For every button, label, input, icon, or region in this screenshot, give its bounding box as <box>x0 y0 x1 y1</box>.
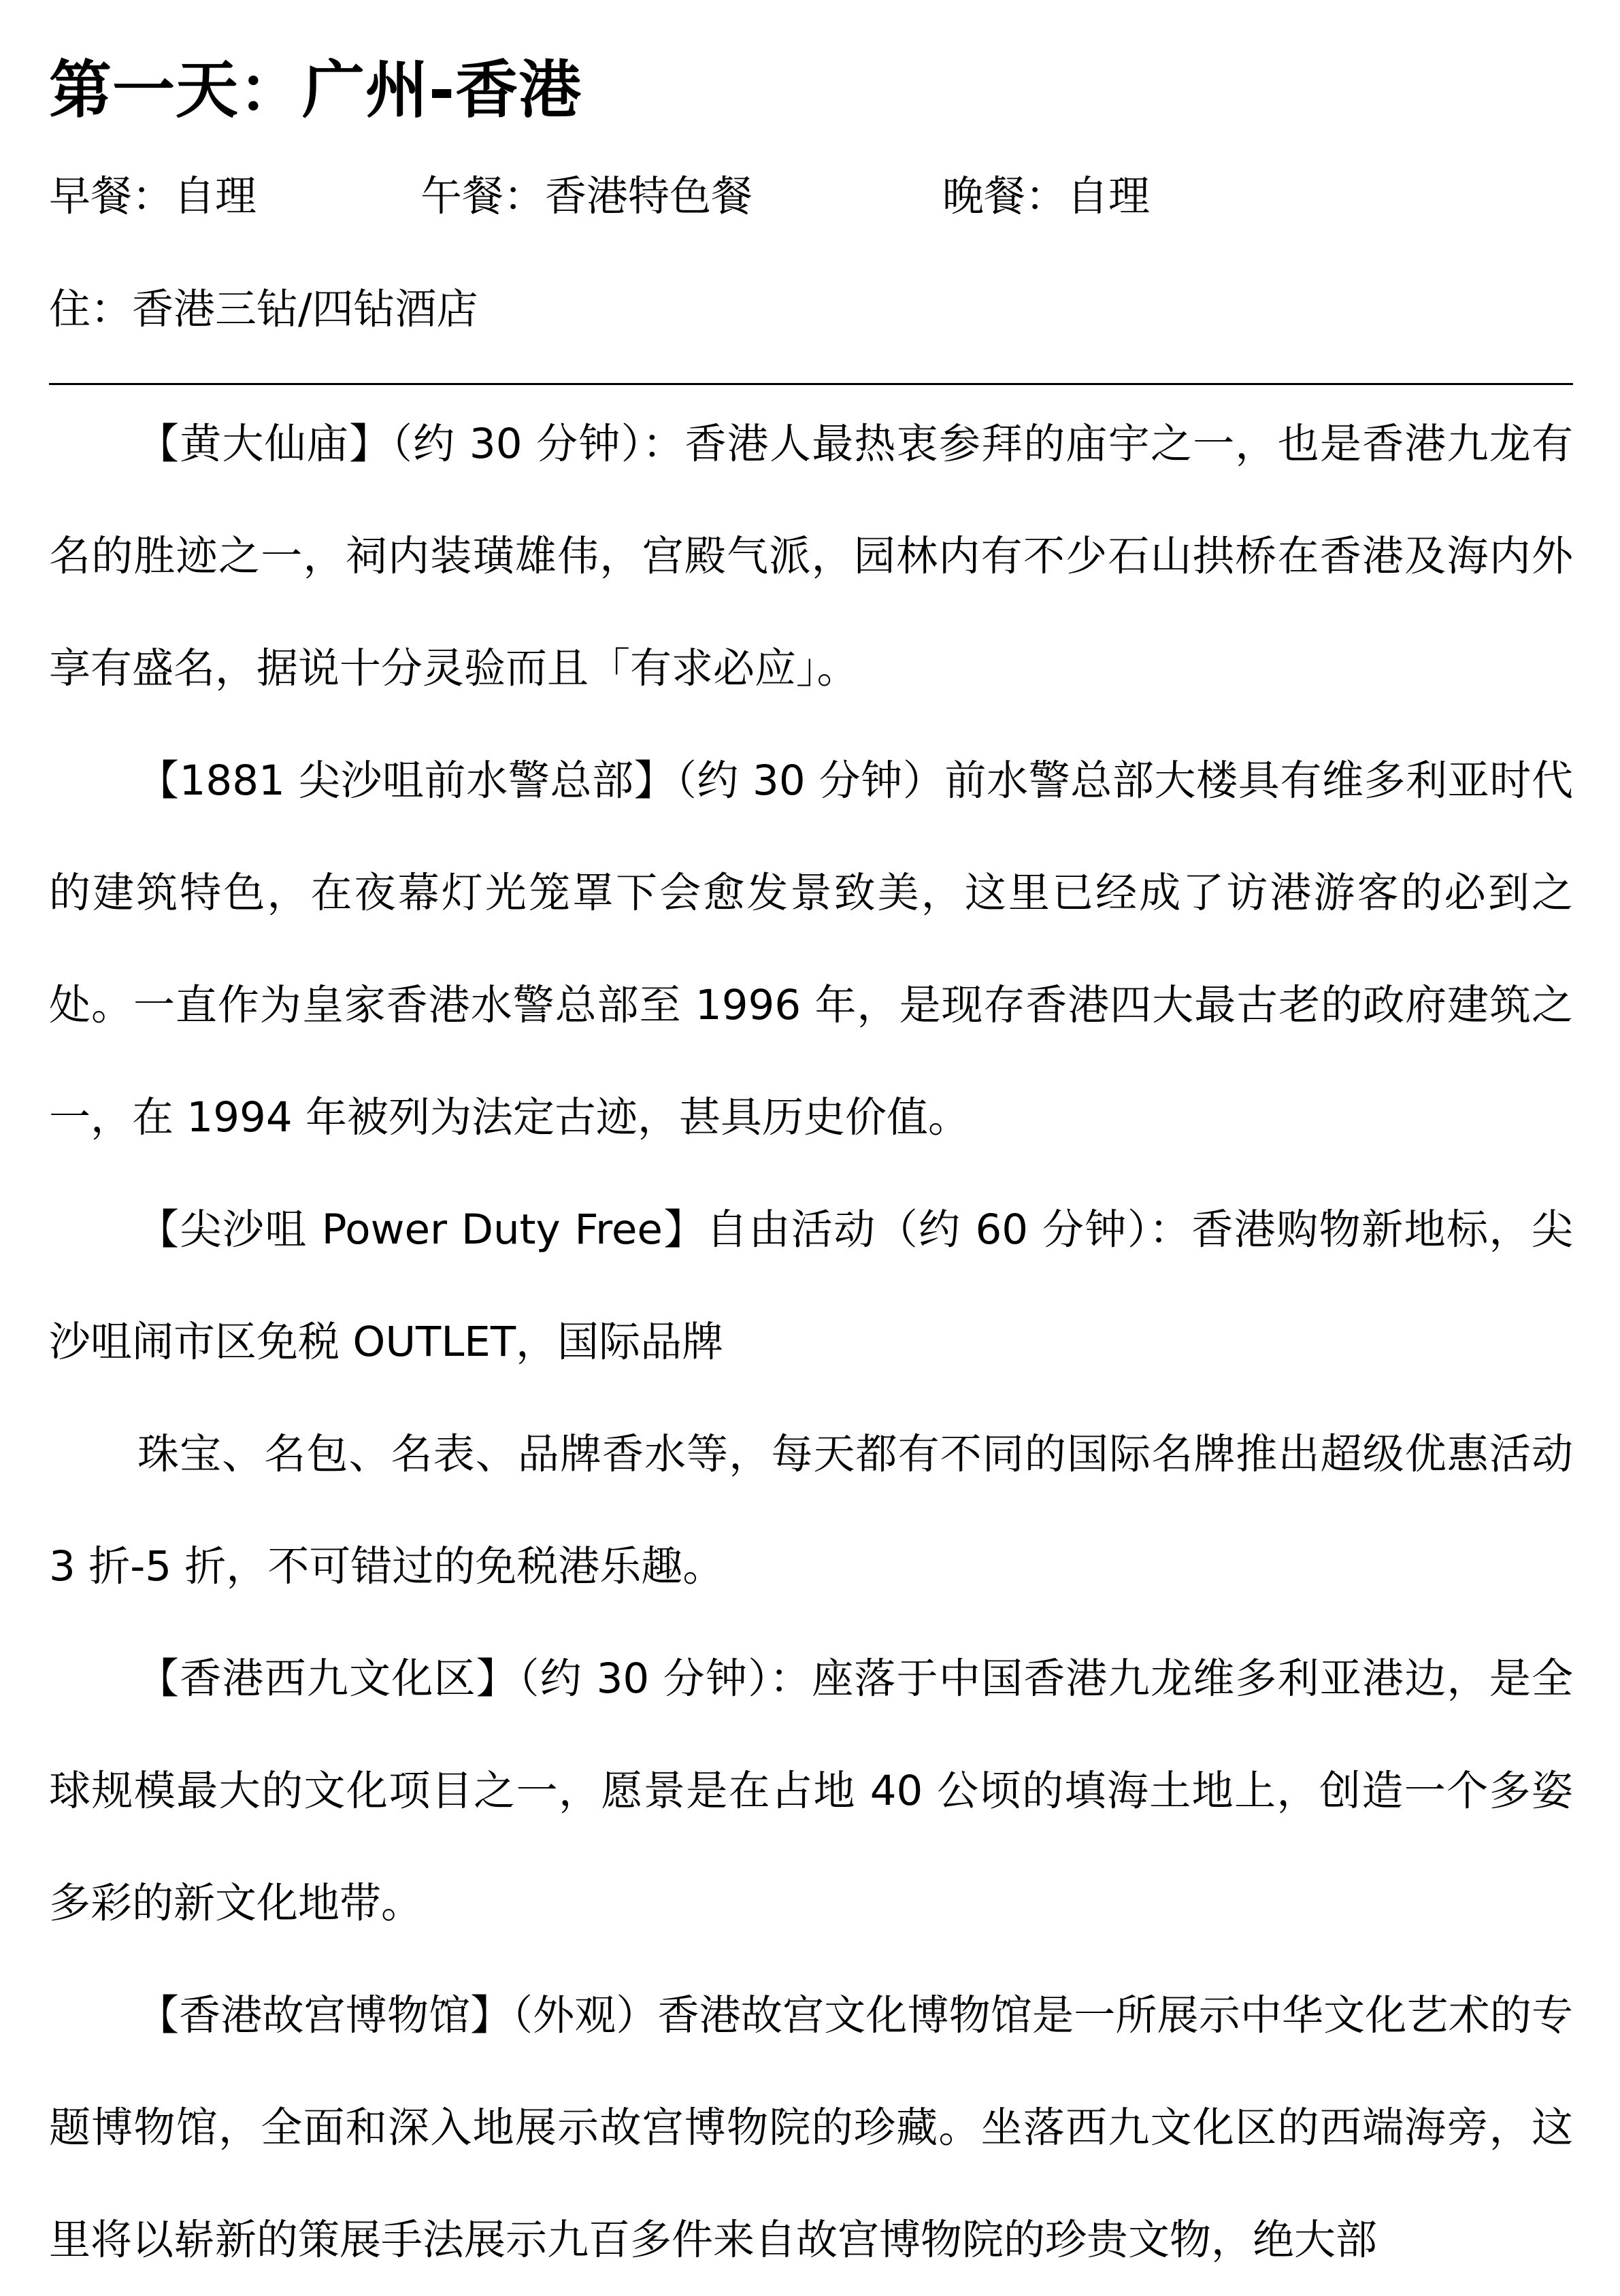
dinner-info: 晚餐：自理 <box>942 172 1151 220</box>
day-title: 第一天：广州-香港 <box>49 54 582 127</box>
attractions-text <box>49 388 1573 2296</box>
paragraph-wong-tai-sin: 【黄大仙庙】（约 30 分钟）：香港人最热衷参拜的庙宇之一，也是香港九龙有名的胜迹之一，祠内装璜雄伟，宫殿气派，园林内有不少石山拱桥在香港及海内外享有盛名，据说十分灵验而且「有求必应」。 <box>49 420 1573 693</box>
paragraph-palace-museum: 【香港故宫博物馆】（外观）香港故宫文化博物馆是一所展示中华文化艺术的专题博物馆，全面和深入地展示故宫博物院的珍藏。坐落西九文化区的西端海旁，这里将以崭新的策展手法展示九百多件来自故宫博物院的珍贵文物，绝大部 <box>49 1991 1573 2264</box>
paragraph-1881-heritage: 【1881 尖沙咀前水警总部】（约 30 分钟）前水警总部大楼具有维多利亚时代的建筑特色，在夜幕灯光笼罩下会愈发景致美，这里已经成了访港游客的必到之处。一直作为皇家香港水警总部至 1996 年，是现存香港四大最古老的政府建筑之一，在 1994 年被列为法定古迹，甚具历史价值。 <box>49 756 1573 1142</box>
section-divider <box>49 383 1573 385</box>
lunch-info: 午餐：香港特色餐 <box>420 172 753 220</box>
itinerary-page <box>49 0 1573 2291</box>
hotel-info: 住：香港三钻/四钻酒店 <box>49 285 478 333</box>
paragraph-duty-free-details: 珠宝、名包、名表、品牌香水等，每天都有不同的国际名牌推出超级优惠活动 3 折-5 折，不可错过的免税港乐趣。 <box>49 1430 1573 1591</box>
paragraph-west-kowloon: 【香港西九文化区】（约 30 分钟）：座落于中国香港九龙维多利亚港边，是全球规模最大的文化项目之一，愿景是在占地 40 公顷的填海土地上，创造一个多姿多彩的新文化地带。 <box>49 1654 1573 1927</box>
paragraph-power-duty-free: 【尖沙咀 Power Duty Free】自由活动（约 60 分钟）：香港购物新地标，尖沙咀闹市区免税 OUTLET，国际品牌 <box>49 1205 1573 1366</box>
meals-row <box>49 166 1573 227</box>
breakfast-info: 早餐：自理 <box>49 172 257 220</box>
